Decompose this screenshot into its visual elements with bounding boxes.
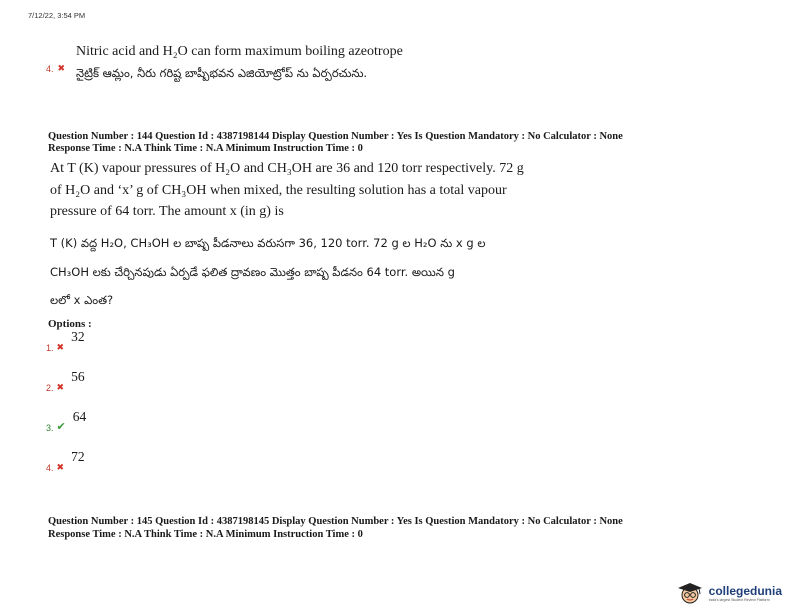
next-question-meta-line-1: Question Number : 145 Question Id : 4387198145 Display Question Number : Yes Is Question Mandatory : No Calculator : None xyxy=(48,516,623,527)
prev-option-4 xyxy=(46,64,65,74)
check-icon: ✔ xyxy=(56,420,66,433)
option-1 xyxy=(46,329,85,353)
brand-name: collegedunia xyxy=(708,584,782,598)
question-line-te-1: T (K) వద్ద H₂O, CH₃OH ల బాష్ప పీడనాలు వరుసగా 36, 120 torr. 72 g ల H₂O ను x g ల xyxy=(50,236,486,250)
option-number: 1. xyxy=(46,343,54,353)
question-meta-line-2: Response Time : N.A Think Time : N.A Minimum Instruction Time : 0 xyxy=(48,143,363,154)
question-line-te-2: CH₃OH లకు చేర్చినపుడు ఏర్పడే ఫలిత ద్రావణం మొత్తం బాష్ప పీడనం 64 torr. అయిన g xyxy=(50,265,455,279)
cross-icon: ✖ xyxy=(57,64,66,74)
options-label: Options : xyxy=(48,318,92,330)
prev-option-text-en: Nitric acid and H₂O can form maximum boiling azeotrope xyxy=(76,44,403,59)
cross-icon: ✖ xyxy=(56,383,65,393)
cross-icon: ✖ xyxy=(56,463,65,473)
option-4 xyxy=(46,449,85,473)
question-meta-line-1: Question Number : 144 Question Id : 4387198144 Display Question Number : Yes Is Question Mandatory : No Calculator : None xyxy=(48,131,623,142)
print-timestamp: 7/12/22, 3:54 PM xyxy=(28,11,86,20)
question-line-en-2: of H₂O and ‘x’ g of CH₃OH when mixed, the resulting solution has a total vapour xyxy=(50,183,507,198)
question-line-en-3: pressure of 64 torr. The amount x (in g) is xyxy=(50,204,284,219)
option-3 xyxy=(46,409,87,433)
option-value: 56 xyxy=(71,369,85,384)
option-value: 32 xyxy=(71,329,85,344)
brand-logo xyxy=(675,582,782,604)
option-number: 2. xyxy=(46,383,54,393)
option-number: 4. xyxy=(46,64,54,74)
question-line-en-1: At T (K) vapour pressures of H₂O and CH₃OH are 36 and 120 torr respectively. 72 g xyxy=(50,161,524,176)
cross-icon: ✖ xyxy=(56,343,65,353)
option-2 xyxy=(46,369,85,393)
option-value: 64 xyxy=(72,409,87,424)
option-number: 3. xyxy=(46,423,54,433)
graduate-mascot-icon xyxy=(675,582,705,604)
option-value: 72 xyxy=(71,449,85,464)
next-question-meta-line-2: Response Time : N.A Think Time : N.A Minimum Instruction Time : 0 xyxy=(48,529,363,540)
prev-option-text-te: నైట్రిక్ ఆమ్లం, నీరు గరిష్ట బాష్పీభవన ఎజియోట్రోప్ ను ఏర్పరచును. xyxy=(76,66,368,80)
brand-tagline: India's largest Student Review Platform xyxy=(708,598,770,602)
option-number: 4. xyxy=(46,463,54,473)
question-line-te-3: లలో x ఎంత? xyxy=(50,293,114,307)
